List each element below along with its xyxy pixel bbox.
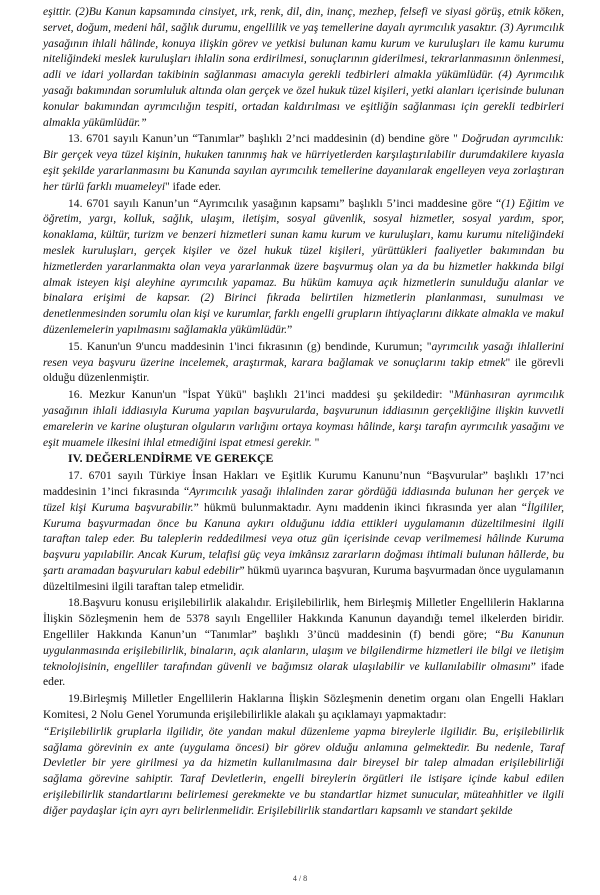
paragraph-text: 18.Başvuru konusu erişilebilirlik alakalıdır. Erişilebilirlik, hem Birleşmiş Milletler Engellilerin Haklarına İlişkin Sözleşmenin hem de 5378 sayılı Engelliler Hakkında Kanunun dayandığı temel ilkelerden biridir. Engelliler Hakkında Kanun’un “Tanımlar” başlıklı 3’üncü maddesinin (f) bendi göre; “ [43,596,564,642]
page-number: 4 / 8 [292,874,308,884]
quoted-text: eşittir. (2)Bu Kanun kapsamında cinsiyet, ırk, renk, dil, din, inanç, mezhep, felsefi ve siyasi görüş, etnik köken, servet, doğum, medeni hâl, sağlık durumu, engellilik ve yaş temellerine dayalı ayrımcılık yasaktır. (3) Ayrımcılık yasağının ihlali hâlinde, konuya ilişkin görev ve yetkisi bulunan kamu kurum ve kuruluşları ile kamu kurumu niteliğindeki meslek kuruluşları ihlalin sona erdirilmesi, sonuçlarının giderilmesi, tekrarlanmasının önlenmesi, adli ve idari yollardan takibinin sağlanması amacıyla gerekli tedbirleri almakla yükümlüdür. (4) Ayrımcılık yasağı bakımından sorumluluk altında olan gerçek ve özel hukuk tüzel kişileri, yetki alanları içerisinde bulunan konular bakımından ayrımcılığın tespiti, ortadan kaldırılması ve eşitliğin sağlanması için gerekli tedbirleri almakla yükümlüdür.” [43,5,564,129]
paragraph-16 [43,387,564,450]
quoted-text: Doğrudan ayrımcılık: Bir gerçek veya tüzel kişinin, hukuken tanınmış hak ve hürriyetlerden karşılaştırılabilir durumdakilere kıyasla eşit şekilde yararlanmasını bu Kanunda sayılan ayrımcılık temellerine dayanılarak engelleyen veya zorlaştıran her türlü farklı muameleyi [43,132,564,193]
paragraph-text: " ifade eder. [165,179,221,193]
paragraph-14 [43,196,564,338]
paragraph-12-continuation [43,4,564,130]
paragraph-text: 17. 6701 sayılı Türkiye İnsan Hakları ve Eşitlik Kurumu Kanunu’nun “Başvurular” başlıklı 17’nci maddesinin 1’inci fıkrasında “ [43,469,564,498]
section-heading: IV. DEĞERLENDİRME VE GEREKÇE [68,451,274,466]
quoted-text: (1) Eğitim ve öğretim, yargı, kolluk, sağlık, ulaşım, iletişim, sosyal güvenlik, sosyal hizmetler, sosyal yardım, spor, konaklama, kültür, turizm ve benzeri hizmetleri sunan kamu kurum ve kuruluşları, kamu kurumu niteliğindeki meslek kuruluşları, gerçek kişiler ve özel hukuk tüzel kişileri, yürüttükleri faaliyetler bakımından bu hizmetlerden yararlanmakta olan veya yararlanmak üzere başvurmuş olan ya da bu hizmetler hakkında bilgi almak isteyen kişi aleyhine ayrımcılık yapamaz. Bu hüküm kamuya açık hizmetlerin sunulduğu alanlar ve binalara erişimi de kapsar. (2) Birinci fıkrada belirtilen hizmetlerin planlanması, sunulması ve denetlenmesinden sorumlu olan kişi ve kurumlar, farklı engelli grupların ihtiyaçlarını dikkate almakla ve makul düzenlemelerin yapılmasını sağlamakla yükümlüdür. [43,196,564,336]
quoted-text: İlgililer, Kuruma başvurmadan önce bu Kanuna aykırı olduğunu iddia ettikleri uygulamanın düzeltilmesini ilgili taraftan talep eder. Bu taleplerin reddedilmesi veya otuz gün içerisinde cevap verilmemesi hâlinde Kuruma başvuru yapılabilir. Ancak Kurum, telafisi güç veya imkânsız zararların doğması ihtimali bulunan hâllerde, bu şartı aramadan başvuruları kabul edebilir [43,500,564,577]
quoted-text: Bu Kanunun uygulanmasında erişilebilirlik, binaların, açık alanların, ulaşım ve bilgilendirme hizmetleri ile bilgi ve iletişim teknolojisinin, engelliler tarafından güvenli ve bağımsız olarak ulaşılabilir ve kullanılabilir olmasını [43,628,565,673]
paragraph-text: ” [287,322,293,336]
quoted-text: Münhasıran ayrımcılık yasağının ihlali iddiasıyla Kuruma yapılan başvurularda, başvurunun iddiasının gerçekliğine ilişkin kuvvetli emarelerin ve karine oluşturan olguların varlığını ortaya koyması hâlinde, karşı tarafın ayrımcılık yasağını ve eşit muamele ilkesini ihlal etmediğini ispat etmesi gerekir. [43,388,564,449]
paragraph-text: ” ifade eder. [43,659,564,689]
paragraph-19-quote [43,724,564,819]
paragraph-text: ” hükmü bulunmaktadır. Aynı maddenin ikinci fıkrasında yer alan “ [193,500,527,514]
quoted-text: “Erişilebilirlik gruplarla ilgilidir, öte yandan makul düzenleme yapma bireylerle ilgilidir. Bu, erişilebilirlik sağlama görevinin ex ante (uygulama öncesi) bir görev olduğu anlamına gelmektedir. Bu nedenle, Taraf Devletler bir yere girilmesi ya da hizmetin kullanılmasına dair bireysel bir talep almadan erişilebilirliği sağlama görevine sahiptir. Taraf Devletlerin, engelli bireylerin örgütleri ile istişare içinde kabul edilen erişilebilirlik standartlarını belirlemesi gerekmekte ve bu standartlar hizmet sunucular, müteahhitler ve ilgili diğer paydaşlar için ayrı ayrı belirlenmelidir. Erişilebilirlik standartları kapsamlı ve standart şekilde [43,724,564,817]
paragraph-13 [43,131,564,194]
paragraph-text: 19.Birleşmiş Milletler Engellilerin Haklarına İlişkin Sözleşmenin denetim organı olan Engelli Hakları Komitesi, 2 Nolu Genel Yorumunda erişilebilirlikle alakalı şu açıklamayı yapmaktadır: [43,692,564,722]
paragraph-15 [43,339,564,386]
paragraph-text: 13. 6701 sayılı Kanun’un “Tanımlar” başlıklı 2’nci maddesinin (d) bendine göre " [68,132,462,146]
paragraph-text: " ile görevli olduğu düzenlenmiştir. [43,355,564,385]
paragraph-text: 16. Mezkur Kanun'un "İspat Yükü" başlıklı 21'inci maddesi şu şekildedir: " [68,388,454,402]
quoted-text: Ayrımcılık yasağı ihlalinden zarar gördüğü iddiasında bulunan her gerçek ve tüzel kişi Kuruma başvurabilir. [43,484,564,514]
paragraph-text: ” hükmü uyarınca başvuran, Kuruma başvurmadan önce uygulamanın düzeltilmesini ilgili taraftan talep etmelidir. [43,563,565,593]
paragraph-19 [43,691,564,723]
paragraph-text: " [311,435,320,449]
paragraph-18 [43,595,564,690]
paragraph-text: 15. Kanun'un 9'uncu maddesinin 1'inci fıkrasının (g) bendinde, Kurumun; " [68,339,432,353]
paragraph-17 [43,468,564,594]
paragraph-text: 14. 6701 sayılı Kanun’un “Ayrımcılık yasağının kapsamı” başlıklı 5’inci maddesine göre “ [68,196,502,210]
quoted-text: ayrımcılık yasağı ihlallerini resen veya başvuru üzerine incelemek, araştırmak, karara bağlamak ve sonuçlarını takip etmek [43,339,564,369]
